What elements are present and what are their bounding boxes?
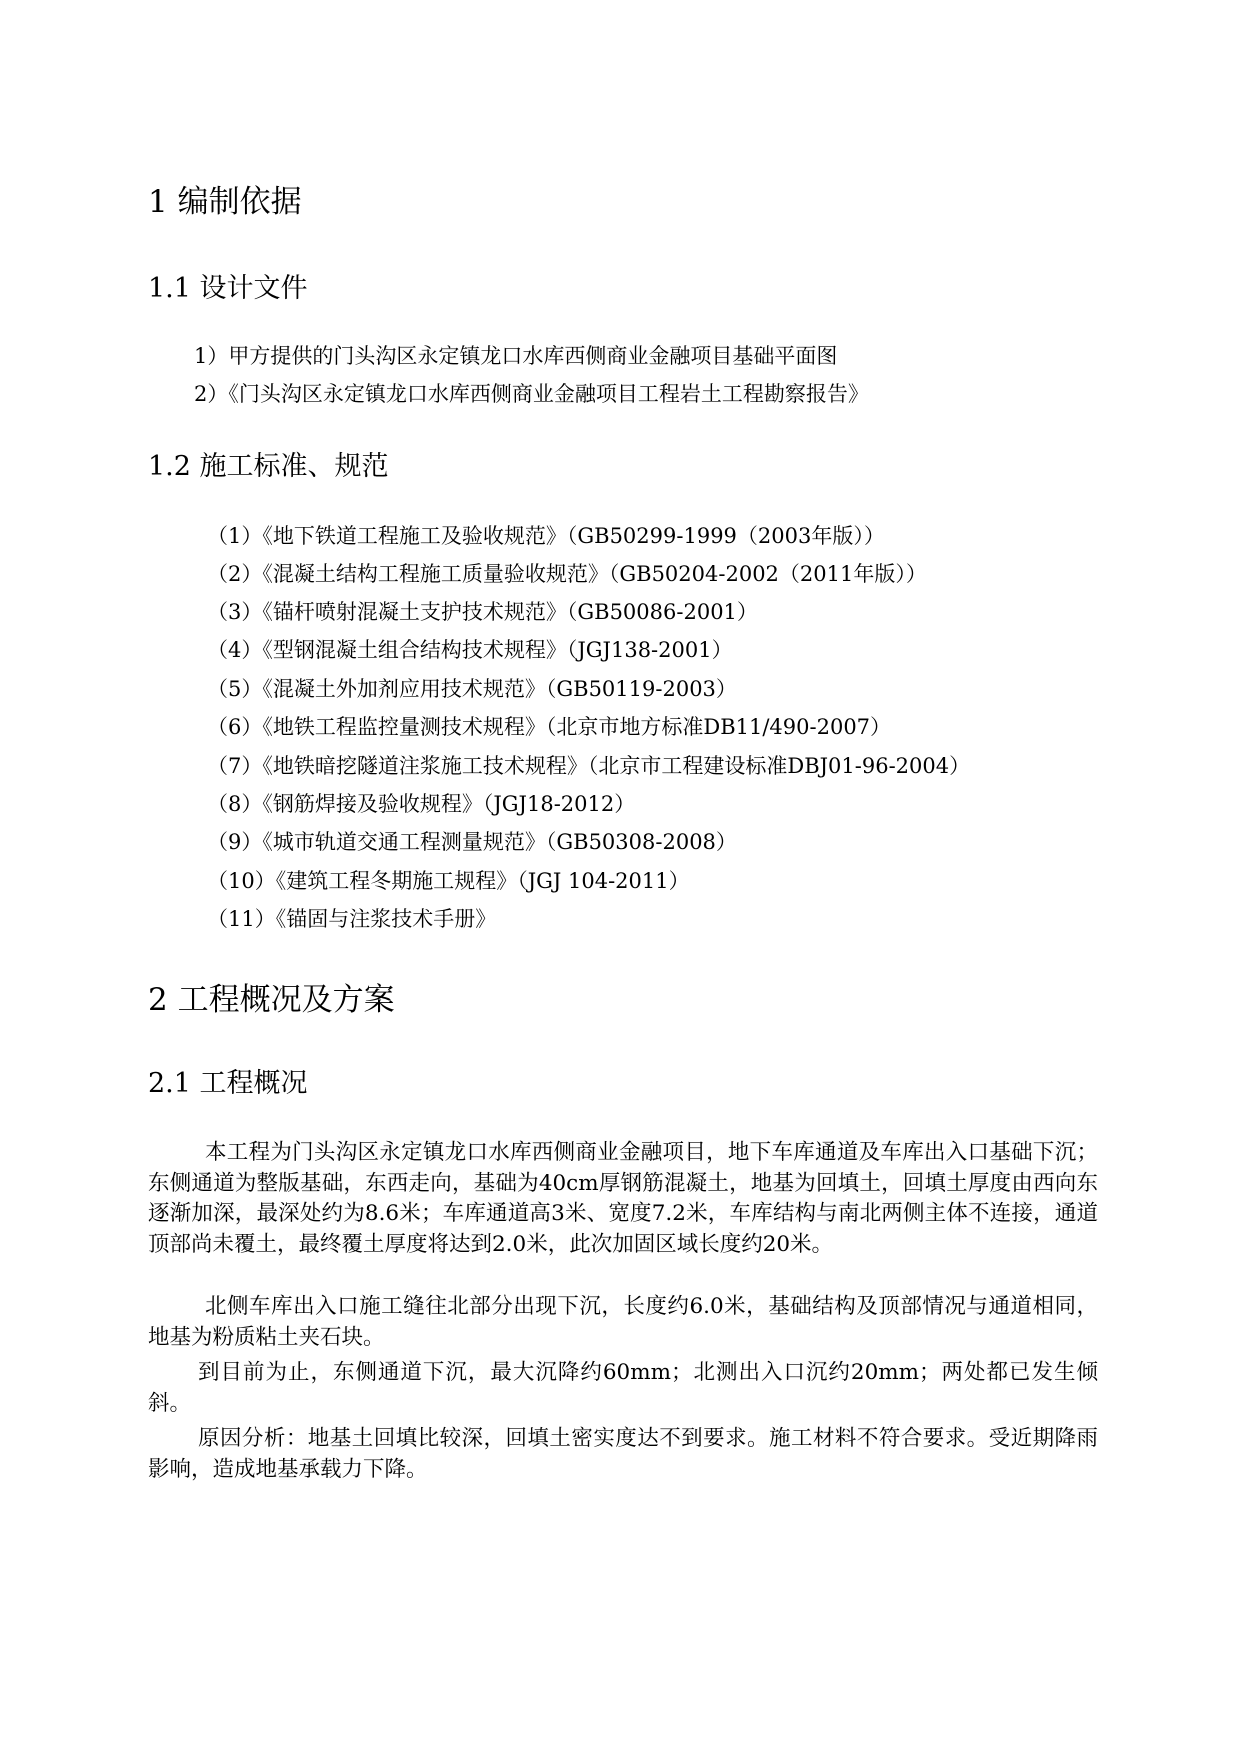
overview-paragraph-4: 原因分析：地基土回填比较深，回填土密实度达不到要求。施工材料不符合要求。受近期降雨影响，造成地基承载力下降。 xyxy=(148,1426,1098,1482)
standard-item-8: （8）《钢筋焊接及验收规程》（JGJ18-2012） xyxy=(207,792,636,816)
standard-item-11: （11）《锚固与注浆技术手册》 xyxy=(207,907,497,931)
section-2-heading: 2 工程概况及方案 xyxy=(148,982,395,1018)
standard-item-6: （6）《地铁工程监控量测技术规程》（北京市地方标准DB11/490-2007） xyxy=(207,715,892,739)
standard-item-5: （5）《混凝土外加剂应用技术规范》（GB50119-2003） xyxy=(207,677,737,701)
section-1-1-heading: 1.1 设计文件 xyxy=(148,273,308,304)
standard-item-9: （9）《城市轨道交通工程测量规范》（GB50308-2008） xyxy=(207,830,737,854)
overview-paragraph-3: 到目前为止，东侧通道下沉，最大沉降约60mm；北测出入口沉约20mm；两处都已发生倾斜。 xyxy=(148,1360,1098,1416)
section-1-heading: 1 编制依据 xyxy=(148,184,302,220)
overview-paragraph-2: 北侧车库出入口施工缝往北部分出现下沉，长度约6.0米，基础结构及顶部情况与通道相同，地基为粉质粘土夹石块。 xyxy=(148,1294,1098,1350)
design-file-item-1: 1）甲方提供的门头沟区永定镇龙口水库西侧商业金融项目基础平面图 xyxy=(194,344,838,368)
overview-paragraph-1: 本工程为门头沟区永定镇龙口水库西侧商业金融项目，地下车库通道及车库出入口基础下沉；东侧通道为整版基础，东西走向，基础为40cm厚钢筋混凝土，地基为回填土，回填土厚度由西向东逐渐加深，最深处约为8.6米；车库通道高3米、宽度7.2米，车库结构与南北两侧主体不连接，通道顶部尚未覆土，最终覆土厚度将达到2.0米，此次加固区域长度约20米。 xyxy=(148,1140,1098,1257)
standard-item-7: （7）《地铁暗挖隧道注浆施工技术规程》（北京市工程建设标准DBJ01-96-2004） xyxy=(207,754,971,778)
design-file-item-2: 2）《门头沟区永定镇龙口水库西侧商业金融项目工程岩土工程勘察报告》 xyxy=(194,382,869,406)
standard-item-10: （10）《建筑工程冬期施工规程》（JGJ 104-2011） xyxy=(207,869,690,893)
standard-item-2: （2）《混凝土结构工程施工质量验收规范》（GB50204-2002（2011年版）） xyxy=(207,562,927,586)
section-2-1-heading: 2.1 工程概况 xyxy=(148,1068,308,1099)
section-1-2-heading: 1.2 施工标准、规范 xyxy=(148,451,389,482)
standard-item-3: （3）《锚杆喷射混凝土支护技术规范》（GB50086-2001） xyxy=(207,600,758,624)
standard-item-1: （1）《地下铁道工程施工及验收规范》（GB50299-1999（2003年版）） xyxy=(207,524,885,548)
standard-item-4: （4）《型钢混凝土组合结构技术规程》（JGJ138-2001） xyxy=(207,638,733,662)
